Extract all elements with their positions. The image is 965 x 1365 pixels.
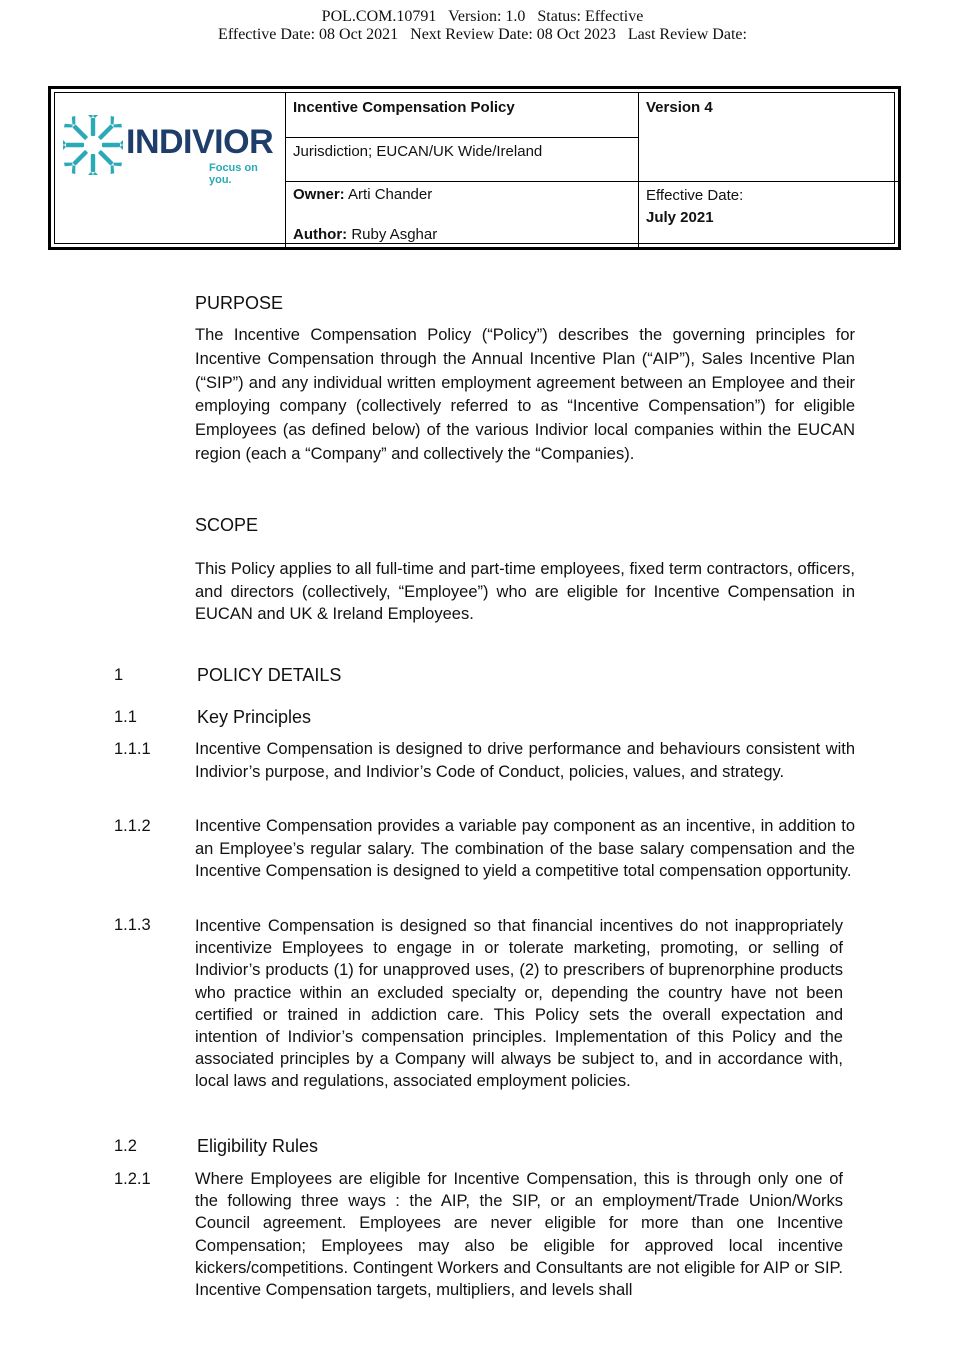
- scope-text: This Policy applies to all full-time and part-time employees, fixed term contractors, officers, and directors (collectively, “Employee”) who are eligible for Incentive Compensation in EUCAN and UK & Ireland Employees.: [195, 560, 855, 623]
- scope-heading: SCOPE: [195, 515, 259, 535]
- owner-label: Owner:: [293, 186, 345, 203]
- section-1-1-1-text: Incentive Compensation is designed to drive performance and behaviours consistent with Indivior’s purpose, and Indivior’s Code of Conduct, policies, values, and strategy.: [195, 740, 855, 781]
- owner-value: Arti Chander: [348, 186, 433, 203]
- section-1-2-1-number: 1.2.1: [114, 1170, 151, 1188]
- doc-next-review: Next Review Date: 08 Oct 2023: [410, 26, 616, 43]
- section-1-1-number: 1.1: [114, 708, 137, 726]
- header-line-2: [0, 26, 965, 44]
- doc-status: Status: Effective: [537, 8, 644, 25]
- jurisdiction: Jurisdiction; EUCAN/UK Wide/Ireland: [293, 143, 543, 160]
- section-1-2-1-text: Where Employees are eligible for Incentive Compensation, this is through only one of the following three ways : the AIP, the SIP, or an employment/Trade Union/Works Council agreement. Employees are never eligible for more than one Incentive Compensation; Employees may also be eligible for approved local incentive kickers/competitions. Contingent Workers and Consultants are not eligible for AIP or SIP. Incentive Compensation targets, multipliers, and levels shall: [195, 1170, 843, 1300]
- doc-id: POL.COM.10791: [321, 8, 437, 25]
- policy-info-table: [48, 86, 901, 250]
- logo-mark-icon: [63, 115, 123, 175]
- author-line: [293, 225, 630, 245]
- logo-wordmark: INDIVIOR: [126, 123, 274, 161]
- section-1-2-number: 1.2: [114, 1137, 137, 1155]
- author-label: Author:: [293, 226, 348, 243]
- section-1-number: 1: [114, 666, 124, 684]
- section-1-2-title: Eligibility Rules: [197, 1136, 319, 1156]
- version-cell: [638, 93, 900, 123]
- doc-effective-date: Effective Date: 08 Oct 2021: [218, 26, 399, 43]
- effective-label: Effective Date:: [646, 187, 744, 204]
- section-1-1-2-text: Incentive Compensation provides a variable pay component as an incentive, in addition to an Employee’s regular salary. The combination of the base salary compensation and the Incentive Compensation is designed to yield a competitive total compensation opportunity.: [195, 817, 855, 880]
- policy-name: Incentive Compensation Policy: [293, 99, 515, 116]
- policy-name-cell: [285, 93, 638, 123]
- effective-date-cell: [638, 181, 900, 233]
- section-1-1-2-number: 1.1.2: [114, 817, 151, 835]
- purpose-text: The Incentive Compensation Policy (“Policy”) describes the governing principles for Incentive Compensation through the Annual Incentive Plan (“AIP”), Sales Incentive Plan (“SIP”) and any individual written employment agreement between an Employee and their employing company (collectively referred to as “Incentive Compensation”) for eligible Employees (as defined below) of the various Indivior local companies within the EUCAN region (each a “Company” and collectively the “Companies).: [195, 326, 855, 463]
- purpose-heading: PURPOSE: [195, 293, 284, 313]
- section-1-1-1-number: 1.1.1: [114, 740, 151, 758]
- doc-version: Version: 1.0: [448, 8, 526, 25]
- indivior-logo: [63, 115, 278, 186]
- header-line-1: [0, 8, 965, 26]
- owner-author-cell: [285, 181, 638, 249]
- section-1-1-title: Key Principles: [197, 707, 312, 727]
- doc-last-review: Last Review Date:: [627, 26, 747, 43]
- jurisdiction-cell: [285, 137, 638, 167]
- section-1-1-3-number: 1.1.3: [114, 916, 151, 934]
- owner-line: [293, 185, 630, 205]
- section-1-title: POLICY DETAILS: [197, 665, 342, 685]
- logo-tagline: Focus on you.: [209, 162, 258, 186]
- effective-value: July 2021: [646, 209, 714, 226]
- policy-version: Version 4: [646, 99, 713, 116]
- section-1-1-3-text: Incentive Compensation is designed so that financial incentives do not inappropriately incentivize Employees to engage in or tolerate marketing, promoting, or selling of Indivior’s products (1) for unapproved uses, (2) to prescribers of buprenorphine products who practice within an excluded specialty or, depending the country have not been certified or trained in addiction care. This Policy sets the overall expectation and intention of Indivior’s compensation principles. Implementation of this Policy and the associated principles by a Company will always be subject to, and in accordance with, local laws and regulations, associated employment policies.: [195, 917, 843, 1091]
- document-header: [0, 8, 965, 44]
- author-value: Ruby Asghar: [351, 226, 438, 243]
